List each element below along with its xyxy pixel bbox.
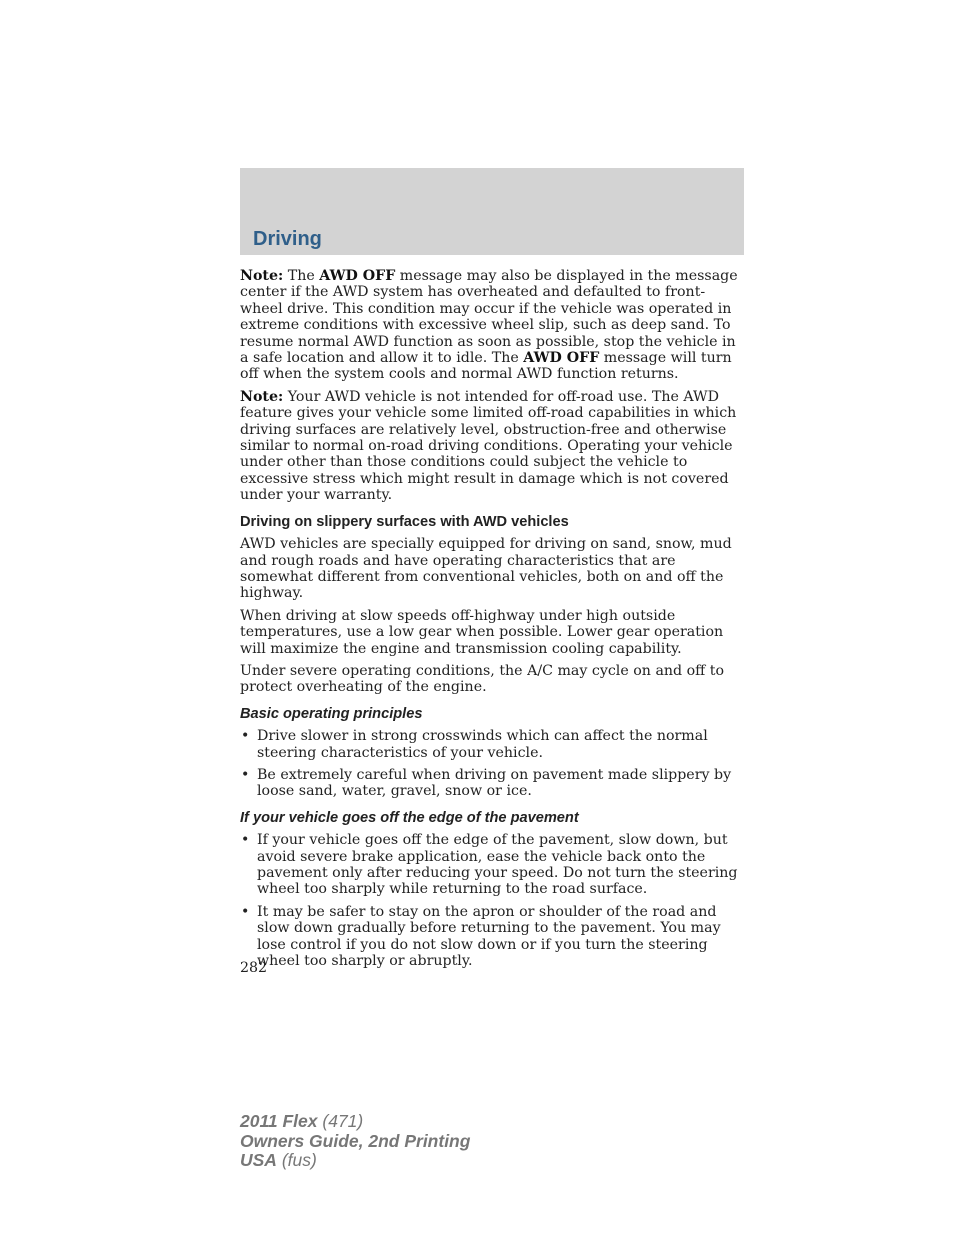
section-title: Driving xyxy=(253,228,322,250)
footer-print-info xyxy=(240,1112,470,1171)
note-text: The xyxy=(283,268,320,284)
footer-model: 2011 Flex xyxy=(240,1111,318,1131)
bullet-item: • Drive slower in strong crosswinds which can affect the normal steering characteristics of your vehicle. xyxy=(240,728,746,761)
bullet-list xyxy=(240,728,746,800)
footer-line xyxy=(240,1112,470,1132)
heading-off-pavement: If your vehicle goes off the edge of the pavement xyxy=(240,809,579,826)
bullet-item: • If your vehicle goes off the edge of the pavement, slow down, but avoid severe brake application, ease the vehicle back onto the pavement only after reducing your speed. Do not turn the steering wheel too sharply while returning to the road surface. xyxy=(240,832,746,898)
footer-code: (fus) xyxy=(276,1150,317,1170)
footer-line xyxy=(240,1132,470,1152)
page-number: 282 xyxy=(240,960,268,976)
note-awd-off xyxy=(240,268,746,383)
note-label: Note: xyxy=(240,268,284,284)
note-text: message may also be displayed in the message center if the AWD system has overheated and defaulted to front-wheel drive. This condition may occur if the vehicle was operated in extreme conditions with excessive wheel slip, such as deep sand. To resume normal AWD function as soon as possible, stop the vehicle in a safe location and allow it to idle. The xyxy=(240,268,738,367)
note-label: Note: xyxy=(240,388,284,405)
note-text: Your AWD vehicle is not intended for off-road use. The AWD feature gives your vehicle some limited off-road capabilities in which driving surfaces are relatively level, obstruction-free and otherwise similar to normal on-road driving conditions. Operating your vehicle under other than those conditions could subject the vehicle to excessive stress which might result in damage which is not covered under your warranty. xyxy=(240,388,737,504)
heading-slippery-surfaces: Driving on slippery surfaces with AWD vehicles xyxy=(240,513,569,530)
footer-market: USA xyxy=(240,1150,277,1170)
paragraph: AWD vehicles are specially equipped for driving on sand, snow, mud and rough roads and have operating characteristics that are somewhat different from conventional vehicles, both on and off the highway. xyxy=(240,536,732,602)
heading-basic-principles: Basic operating principles xyxy=(240,705,423,722)
note-off-road xyxy=(240,389,746,504)
paragraph: When driving at slow speeds off-highway under high outside temperatures, use a low gear when possible. Lower gear operation will maximize the engine and transmission cooling capability. xyxy=(240,607,724,657)
awd-off-term: AWD OFF xyxy=(523,350,600,367)
paragraph: Under severe operating conditions, the A/C may cycle on and off to protect overheating of the engine. xyxy=(240,662,725,696)
bullet-item: • Be extremely careful when driving on pavement made slippery by loose sand, water, gravel, snow or ice. xyxy=(240,767,746,800)
bullet-item: • It may be safer to stay on the apron or shoulder of the road and slow down gradually before returning to the pavement. You may lose control if you do not slow down or if you turn the steering wheel too sharply or abruptly. xyxy=(240,904,746,970)
footer-code: (471) xyxy=(317,1111,364,1131)
page-content xyxy=(240,268,746,975)
note-text: message will turn off when the system cools and normal AWD function returns. xyxy=(240,350,732,383)
footer-line xyxy=(240,1151,470,1171)
footer-edition: Owners Guide, 2nd Printing xyxy=(240,1130,471,1151)
awd-off-term: AWD OFF xyxy=(319,268,396,284)
bullet-list xyxy=(240,832,746,969)
section-header-band xyxy=(240,168,744,255)
